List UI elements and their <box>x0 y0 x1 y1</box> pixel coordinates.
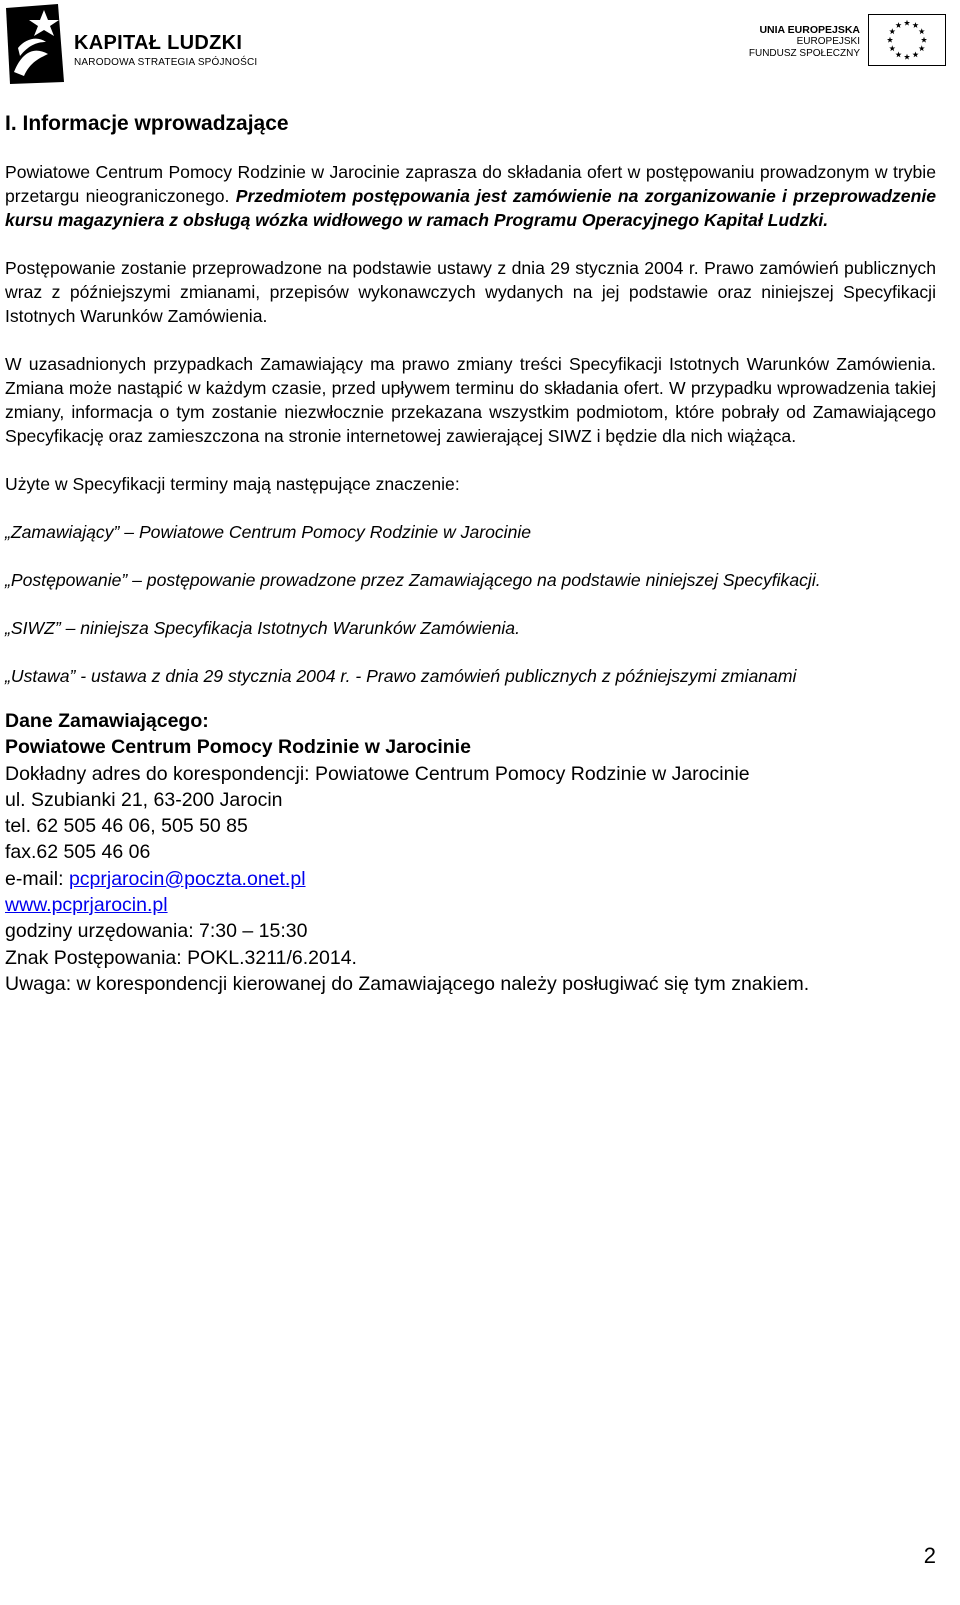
eu-logo-line2: EUROPEJSKI <box>796 36 860 47</box>
definition-term: „Postępowanie” <box>5 570 128 590</box>
page-header <box>0 0 960 92</box>
definition-term: „Ustawa” <box>5 666 76 686</box>
document-body <box>5 110 936 997</box>
eu-logo-text <box>749 24 860 60</box>
eu-star-icon <box>912 52 918 58</box>
contractor-note: Uwaga: w korespondencji kierowanej do Zamawiającego należy posługiwać się tym znakiem. <box>5 972 810 995</box>
website-link[interactable]: www.pcprjarocin.pl <box>5 894 168 917</box>
contractor-reference: Znak Postępowania: POKL.3211/6.2014. <box>5 946 357 969</box>
contractor-hours: godziny urzędowania: 7:30 – 15:30 <box>5 920 308 943</box>
definition-desc: – Powiatowe Centrum Pomocy Rodzinie w Jarocinie <box>119 522 532 542</box>
legal-basis-paragraph: Postępowanie zostanie przeprowadzone na podstawie ustawy z dnia 29 stycznia 2004 r. Prawo zamówień publicznych wraz z późniejszymi zmianami, przepisów wykonawczych wydanych na jej podstawie oraz niniejszej Specyfikacji Istotnych Warunków Zamówienia. <box>5 258 936 326</box>
kapital-ludzki-title: KAPITAŁ LUDZKI <box>74 32 243 54</box>
eu-logo-line1: UNIA EUROPEJSKA <box>759 24 860 36</box>
eu-star-icon <box>889 28 895 34</box>
email-link[interactable]: pcprjarocin@poczta.onet.pl <box>68 867 306 890</box>
definition-item <box>5 568 936 592</box>
eu-star-icon <box>919 28 925 34</box>
eu-star-icon <box>887 37 893 43</box>
definition-term: „SIWZ” <box>5 618 61 638</box>
contractor-fax: fax.62 505 46 06 <box>5 841 151 864</box>
kapital-ludzki-emblem-icon <box>4 2 68 86</box>
eu-star-icon <box>921 37 927 43</box>
contractor-email-row <box>5 866 936 892</box>
definition-desc: - ustawa z dnia 29 stycznia 2004 r. - Prawo zamówień publicznych z późniejszymi zmianami <box>75 666 797 686</box>
email-label: e-mail: <box>5 867 69 890</box>
contractor-details <box>5 708 936 997</box>
terms-intro: Użyte w Specyfikacji terminy mają następujące znaczenie: <box>5 474 460 494</box>
contractor-heading: Dane Zamawiającego: <box>5 710 209 732</box>
eu-star-icon <box>919 45 925 51</box>
changes-paragraph: W uzasadnionych przypadkach Zamawiający ma prawo zmiany treści Specyfikacji Istotnych Warunków Zamówienia. Zmiana może nastąpić w każdym czasie, przed upływem terminu do składania ofert. W przypadku wprowadzenia takiej zmiany, informacja o tym zostanie niezwłocznie przekazana wszystkim podmiotom, które pobrały od Zamawiającego Specyfikację oraz zamieszczona na stronie internetowej zawierającej SIWZ i będzie dla nich wiążąca. <box>5 354 936 446</box>
kapital-ludzki-logo <box>4 2 264 86</box>
contractor-name: Powiatowe Centrum Pomocy Rodzinie w Jarocinie <box>5 736 471 759</box>
intro-line: Powiatowe Centrum Pomocy Rodzinie w Jarocinie zaprasza do składania ofert w postępowaniu prowadzonym w trybie przetargu nieograniczonego. <box>5 162 936 206</box>
definition-term: „Zamawiający” <box>5 522 120 542</box>
page-number: 2 <box>923 1543 936 1568</box>
eu-star-icon <box>904 20 910 26</box>
section-title: I. Informacje wprowadzające <box>5 112 289 135</box>
eu-logo <box>746 14 946 70</box>
eu-star-icon <box>895 52 901 58</box>
definition-item <box>5 664 936 688</box>
definition-desc: – postępowanie prowadzone przez Zamawiającego na podstawie niniejszej Specyfikacji. <box>127 570 821 590</box>
eu-star-icon <box>912 22 918 28</box>
intro-paragraph <box>5 160 936 232</box>
eu-logo-line3: FUNDUSZ SPOŁECZNY <box>748 48 860 59</box>
kapital-ludzki-subtitle: NARODOWA STRATEGIA SPÓJNOŚCI <box>74 57 258 68</box>
definition-desc: – niniejsza Specyfikacja Istotnych Warunków Zamówienia. <box>60 618 520 638</box>
definition-item <box>5 616 936 640</box>
eu-star-icon <box>889 45 895 51</box>
eu-star-icon <box>904 54 910 60</box>
contractor-address-line: Dokładny adres do korespondencji: Powiatowe Centrum Pomocy Rodzinie w Jarocinie <box>5 762 750 785</box>
eu-flag-icon <box>868 14 946 66</box>
subject-line: Przedmiotem postępowania jest zamówienie na zorganizowanie i przeprowadzenie kursu magazyniera z obsługą wózka widłowego w ramach Programu Operacyjnego Kapitał Ludzki. <box>5 186 936 230</box>
eu-star-icon <box>895 22 901 28</box>
contractor-website-row <box>5 892 936 918</box>
contractor-phone: tel. 62 505 46 06, 505 50 85 <box>5 815 248 838</box>
contractor-street: ul. Szubianki 21, 63-200 Jarocin <box>5 788 283 811</box>
definition-item <box>5 520 936 544</box>
